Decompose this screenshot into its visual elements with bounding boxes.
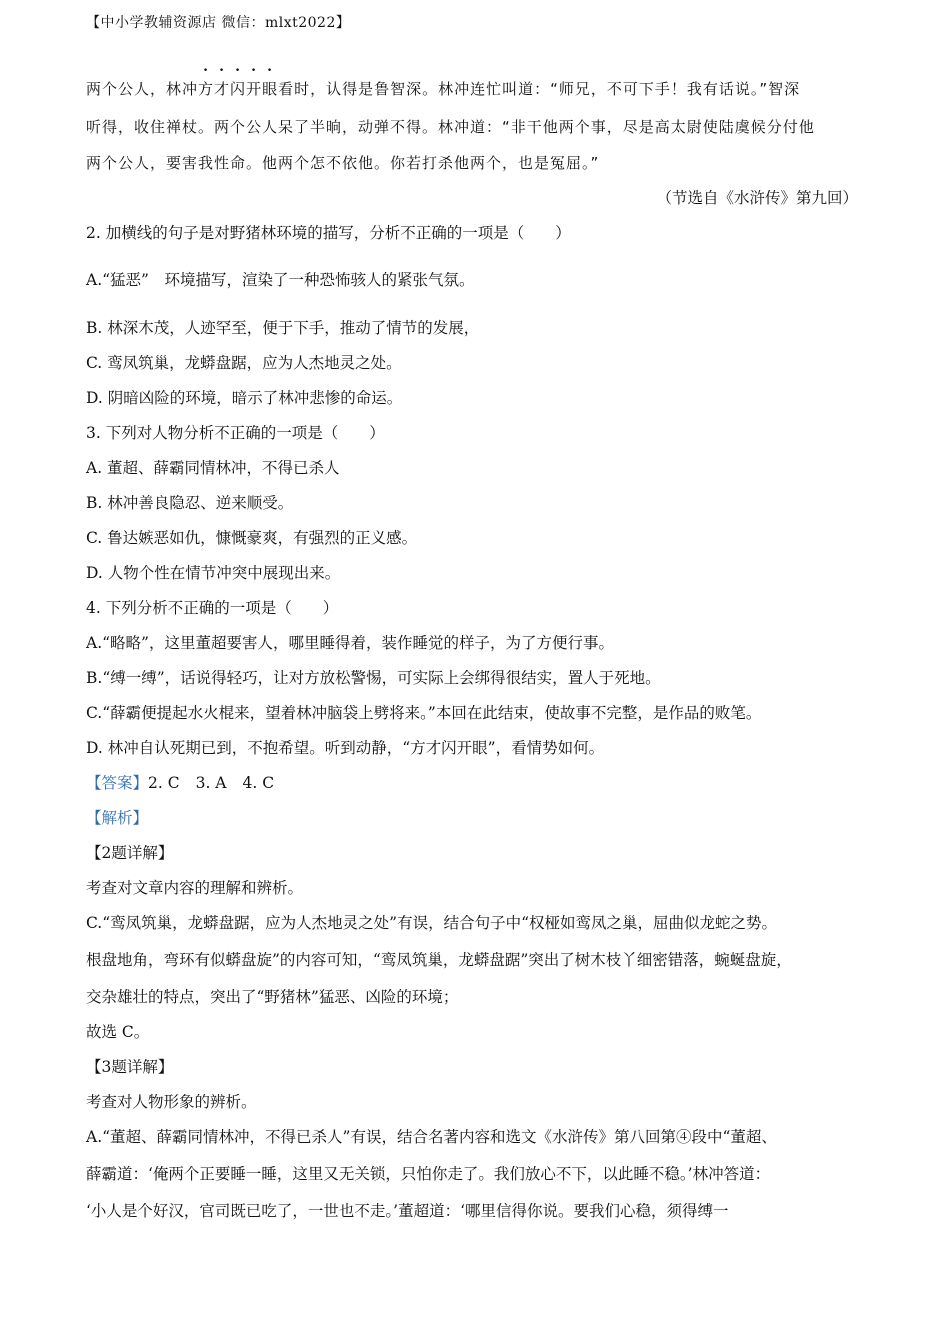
question-2-stem: 2. 加横线的句子是对野猪林环境的描写，分析不正确的一项是（ ） bbox=[86, 224, 571, 242]
passage-line-1 bbox=[86, 78, 800, 99]
passage-line-2: 听得，收住禅杖。两个公人呆了半晌，动弹不得。林冲道：“非干他两个事，尽是高太尉使陆虞候分付他 bbox=[86, 118, 815, 136]
question-3-option-b: B. 林冲善良隐忍、逆来顺受。 bbox=[86, 494, 294, 512]
detail-2-paragraph-line-1: C.“鸾凤筑巢，龙蟒盘踞，应为人杰地灵之处”有误，结合句子中“权桠如鸾凤之巢，屈曲似龙蛇之势。 bbox=[86, 914, 778, 932]
question-4-option-b: B.“缚一缚”，话说得轻巧，让对方放松警惕，可实际上会绑得很结实，置人于死地。 bbox=[86, 669, 661, 687]
answer-line bbox=[86, 771, 274, 793]
detail-3-intro: 考查对人物形象的辨析。 bbox=[86, 1093, 257, 1111]
detail-2-conclusion: 故选 C。 bbox=[86, 1023, 150, 1041]
analysis-label: 【解析】 bbox=[86, 809, 149, 827]
question-2-option-a: A.“猛恶” 环境描写，渲染了一种恐怖骇人的紧张气氛。 bbox=[86, 271, 475, 289]
question-2-option-c: C. 鸾凤筑巢，龙蟒盘踞，应为人杰地灵之处。 bbox=[86, 354, 402, 372]
passage-source: （节选自《水浒传》第九回） bbox=[656, 189, 858, 207]
dotted-char: 方 bbox=[198, 80, 215, 98]
question-3-option-d: D. 人物个性在情节冲突中展现出来。 bbox=[86, 564, 341, 582]
answer-3: 3. A bbox=[195, 774, 227, 792]
passage-line-1-end: 看时，认得是鲁智深。林冲连忙叫道：“师兄，不可下手！我有话说。”智深 bbox=[278, 80, 801, 98]
dotted-char: 眼 bbox=[262, 80, 279, 98]
answer-4: 4. C bbox=[242, 774, 275, 792]
answer-label: 【答案】 bbox=[86, 774, 149, 792]
answer-2: 2. C bbox=[148, 774, 180, 792]
dotted-char: 才 bbox=[214, 80, 231, 98]
dotted-char: 闪 bbox=[230, 80, 247, 98]
detail-3-paragraph-line-3: ‘小人是个好汉，官司既已吃了，一世也不走。’董超道：‘哪里信得你说。要我们心稳，须得缚一 bbox=[86, 1202, 729, 1220]
passage-line-3: 两个公人，要害我性命。他两个怎不依他。你若打杀他两个，也是冤屈。” bbox=[86, 154, 600, 172]
page-header-watermark: 【中小学教辅资源店 微信：mlxt2022】 bbox=[86, 15, 351, 31]
question-4-option-c: C.“薛霸便提起水火棍来，望着林冲脑袋上劈将来。”本回在此结束，使故事不完整，是作品的败笔。 bbox=[86, 704, 762, 722]
detail-2-intro: 考查对文章内容的理解和辨析。 bbox=[86, 879, 304, 897]
question-2-option-d: D. 阴暗凶险的环境，暗示了林冲悲惨的命运。 bbox=[86, 389, 403, 407]
question-4-option-d: D. 林冲自认死期已到，不抱希望。听到动静，“方才闪开眼”，看情势如何。 bbox=[86, 739, 605, 757]
question-3-stem: 3. 下列对人物分析不正确的一项是（ ） bbox=[86, 424, 385, 442]
question-3-option-a: A. 董超、薛霸同情林冲，不得已杀人 bbox=[86, 459, 340, 477]
dotted-char: 开 bbox=[246, 80, 263, 98]
detail-3-paragraph-line-2: 薛霸道：‘俺两个正要睡一睡，这里又无关锁，只怕你走了。我们放心不下，以此睡不稳。’林冲答道： bbox=[86, 1165, 771, 1183]
detail-2-title: 【2题详解】 bbox=[86, 844, 174, 862]
detail-3-paragraph-line-1: A.“董超、薛霸同情林冲，不得已杀人”有误，结合名著内容和选文《水浒传》第八回第④段中“董超、 bbox=[86, 1128, 777, 1146]
question-3-option-c: C. 鲁达嫉恶如仇，慷慨豪爽，有强烈的正义感。 bbox=[86, 529, 418, 547]
detail-2-paragraph-line-3: 交杂雄壮的特点，突出了“野猪林”猛恶、凶险的环境； bbox=[86, 988, 459, 1006]
detail-2-paragraph-line-2: 根盘地角，弯环有似蟒盘旋”的内容可知，“鸾凤筑巢，龙蟒盘踞”突出了树木枝丫细密错落，蜿蜒盘旋， bbox=[86, 951, 792, 969]
detail-3-title: 【3题详解】 bbox=[86, 1058, 174, 1076]
question-4-stem: 4. 下列分析不正确的一项是（ ） bbox=[86, 599, 339, 617]
question-2-option-b: B. 林深木茂，人迹罕至，便于下手，推动了情节的发展， bbox=[86, 319, 480, 337]
question-4-option-a: A.“略略”，这里董超要害人，哪里睡得着，装作睡觉的样子，为了方便行事。 bbox=[86, 634, 614, 652]
passage-line-1-start: 两个公人，林冲 bbox=[86, 80, 199, 98]
